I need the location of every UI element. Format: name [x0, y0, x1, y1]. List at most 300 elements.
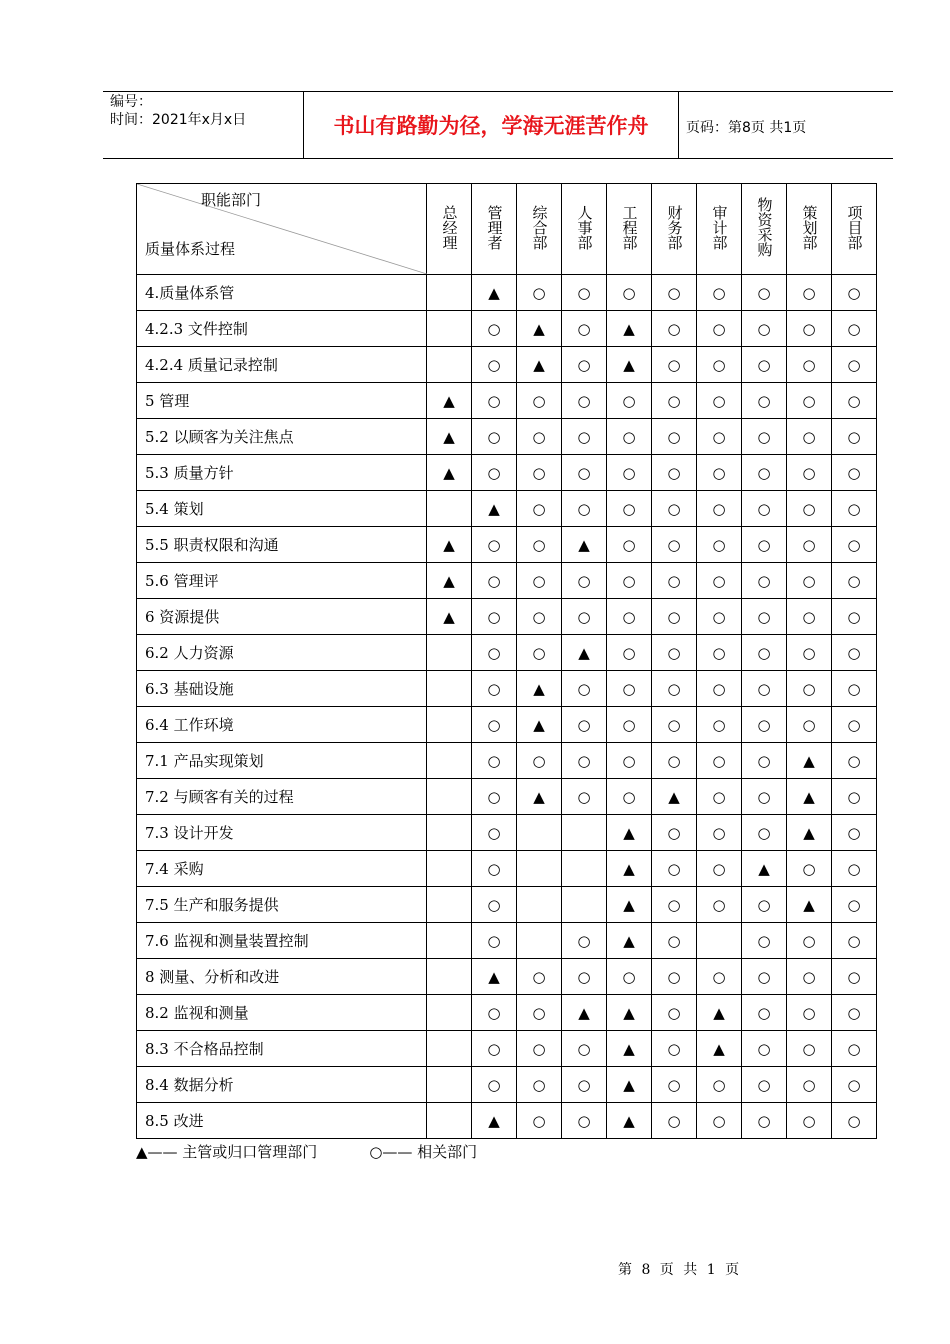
- dept-label: 管理者: [485, 204, 504, 250]
- responsibility-mark: ○: [742, 743, 787, 779]
- responsibility-mark: ▲: [652, 779, 697, 815]
- responsibility-mark: ○: [562, 455, 607, 491]
- responsibility-mark: ○: [697, 815, 742, 851]
- responsibility-mark: ▲: [562, 527, 607, 563]
- process-name: 6.3 基础设施: [137, 671, 427, 707]
- responsibility-mark: ○: [472, 1031, 517, 1067]
- responsibility-mark: ▲: [697, 995, 742, 1031]
- responsibility-mark: ○: [697, 671, 742, 707]
- responsibility-mark: ○: [832, 923, 877, 959]
- process-name: 8.5 改进: [137, 1103, 427, 1139]
- responsibility-mark: ○: [787, 275, 832, 311]
- responsibility-mark: ○: [697, 1103, 742, 1139]
- responsibility-mark: ○: [787, 347, 832, 383]
- matrix-row: [137, 887, 877, 923]
- responsibility-mark: ○: [652, 707, 697, 743]
- responsibility-mark: ○: [742, 599, 787, 635]
- responsibility-mark: ○: [472, 383, 517, 419]
- process-name: 7.1 产品实现策划: [137, 743, 427, 779]
- responsibility-mark: ○: [787, 311, 832, 347]
- process-name: 8.4 数据分析: [137, 1067, 427, 1103]
- responsibility-mark: ○: [742, 311, 787, 347]
- responsibility-mark: ○: [697, 347, 742, 383]
- responsibility-mark: ○: [742, 779, 787, 815]
- matrix-row: [137, 671, 877, 707]
- process-name: 6.2 人力资源: [137, 635, 427, 671]
- process-name: 5.2 以顾客为关注焦点: [137, 419, 427, 455]
- responsibility-mark: ▲: [472, 959, 517, 995]
- responsibility-mark: [427, 851, 472, 887]
- responsibility-mark: ○: [697, 851, 742, 887]
- responsibility-mark: ○: [607, 779, 652, 815]
- responsibility-mark: ○: [742, 455, 787, 491]
- process-name: 5.4 策划: [137, 491, 427, 527]
- responsibility-mark: ○: [832, 1067, 877, 1103]
- header-info: [110, 93, 246, 129]
- matrix-row: [137, 311, 877, 347]
- responsibility-mark: ○: [517, 1103, 562, 1139]
- legend-primary: ▲—— 主管或归口管理部门: [136, 1143, 318, 1161]
- responsibility-mark: ○: [517, 1031, 562, 1067]
- responsibility-mark: ○: [832, 1031, 877, 1067]
- process-name: 8.2 监视和测量: [137, 995, 427, 1031]
- responsibility-mark: ○: [742, 995, 787, 1031]
- dept-label: 工程部: [620, 204, 639, 250]
- corner-label-departments: 职能部门: [201, 191, 262, 209]
- matrix-row: [137, 851, 877, 887]
- dept-label: 财务部: [665, 204, 684, 250]
- matrix-row: [137, 527, 877, 563]
- responsibility-mark: ○: [742, 959, 787, 995]
- matrix-row: [137, 707, 877, 743]
- responsibility-mark: ○: [832, 995, 877, 1031]
- responsibility-mark: ○: [832, 959, 877, 995]
- responsibility-mark: [517, 887, 562, 923]
- responsibility-mark: [427, 743, 472, 779]
- responsibility-mark: ○: [472, 563, 517, 599]
- dept-header: [742, 184, 787, 275]
- responsibility-mark: ○: [562, 563, 607, 599]
- responsibility-mark: ○: [607, 563, 652, 599]
- process-name: 4.质量体系管: [137, 275, 427, 311]
- responsibility-mark: ○: [562, 959, 607, 995]
- responsibility-mark: ○: [697, 491, 742, 527]
- responsibility-mark: [427, 491, 472, 527]
- dept-header: [517, 184, 562, 275]
- responsibility-mark: ○: [652, 959, 697, 995]
- responsibility-mark: [517, 815, 562, 851]
- responsibility-mark: ○: [787, 563, 832, 599]
- responsibility-mark: ○: [787, 599, 832, 635]
- responsibility-mark: ▲: [517, 347, 562, 383]
- matrix-row: [137, 599, 877, 635]
- responsibility-mark: ○: [697, 887, 742, 923]
- responsibility-mark: ○: [562, 779, 607, 815]
- responsibility-mark: [427, 311, 472, 347]
- dept-label: 总经理: [440, 204, 459, 250]
- matrix-row: [137, 995, 877, 1031]
- responsibility-mark: ○: [787, 923, 832, 959]
- responsibility-mark: ○: [472, 779, 517, 815]
- responsibility-mark: ○: [832, 887, 877, 923]
- matrix-row: [137, 275, 877, 311]
- footer-page-number: 第 8 页 共 1 页: [618, 1262, 740, 1278]
- header-divider-right: [678, 91, 679, 158]
- responsibility-mark: [427, 959, 472, 995]
- responsibility-mark: ○: [562, 923, 607, 959]
- responsibility-mark: [427, 671, 472, 707]
- responsibility-mark: ▲: [517, 311, 562, 347]
- responsibility-mark: ○: [472, 419, 517, 455]
- responsibility-mark: ○: [652, 419, 697, 455]
- responsibility-mark: ○: [787, 1067, 832, 1103]
- responsibility-mark: [427, 635, 472, 671]
- dept-header: [697, 184, 742, 275]
- responsibility-mark: ○: [697, 635, 742, 671]
- responsibility-mark: ○: [832, 383, 877, 419]
- responsibility-mark: ▲: [427, 383, 472, 419]
- responsibility-mark: ▲: [517, 779, 562, 815]
- responsibility-mark: ○: [742, 383, 787, 419]
- responsibility-mark: ○: [472, 347, 517, 383]
- responsibility-mark: ○: [652, 275, 697, 311]
- dept-header: [427, 184, 472, 275]
- process-name: 7.5 生产和服务提供: [137, 887, 427, 923]
- responsibility-mark: ○: [787, 1103, 832, 1139]
- responsibility-mark: [427, 995, 472, 1031]
- matrix-row: [137, 779, 877, 815]
- responsibility-mark: ○: [742, 1103, 787, 1139]
- dept-header: [607, 184, 652, 275]
- dept-header: [472, 184, 517, 275]
- responsibility-mark: ○: [472, 635, 517, 671]
- responsibility-mark: ○: [742, 635, 787, 671]
- process-name: 8.3 不合格品控制: [137, 1031, 427, 1067]
- responsibility-mark: ▲: [607, 1067, 652, 1103]
- responsibility-mark: ○: [652, 311, 697, 347]
- responsibility-mark: ○: [742, 563, 787, 599]
- process-name: 8 测量、分析和改进: [137, 959, 427, 995]
- responsibility-mark: ▲: [427, 563, 472, 599]
- document-date: 时间：2021年x月x日: [110, 112, 247, 128]
- responsibility-mark: ○: [517, 275, 562, 311]
- responsibility-mark: [517, 851, 562, 887]
- responsibility-mark: ▲: [427, 419, 472, 455]
- responsibility-mark: ○: [517, 419, 562, 455]
- responsibility-mark: ○: [742, 1031, 787, 1067]
- responsibility-mark: [427, 779, 472, 815]
- responsibility-mark: ○: [787, 635, 832, 671]
- responsibility-mark: ▲: [697, 1031, 742, 1067]
- process-name: 7.6 监视和测量装置控制: [137, 923, 427, 959]
- responsibility-mark: ▲: [607, 1103, 652, 1139]
- responsibility-mark: ○: [607, 743, 652, 779]
- responsibility-mark: ▲: [787, 815, 832, 851]
- responsibility-mark: ○: [832, 779, 877, 815]
- responsibility-mark: ○: [652, 599, 697, 635]
- responsibility-mark: [427, 1103, 472, 1139]
- process-name: 5.5 职责权限和沟通: [137, 527, 427, 563]
- responsibility-mark: ○: [517, 563, 562, 599]
- matrix-row: [137, 1103, 877, 1139]
- responsibility-mark: ○: [472, 815, 517, 851]
- matrix-row: [137, 455, 877, 491]
- responsibility-mark: ○: [652, 563, 697, 599]
- responsibility-mark: ○: [787, 383, 832, 419]
- responsibility-mark: ○: [607, 707, 652, 743]
- responsibility-mark: ○: [787, 455, 832, 491]
- responsibility-mark: ○: [517, 527, 562, 563]
- responsibility-mark: ○: [562, 347, 607, 383]
- legend-related: ○—— 相关部门: [369, 1143, 478, 1161]
- responsibility-mark: ○: [652, 851, 697, 887]
- responsibility-mark: ○: [562, 419, 607, 455]
- responsibility-mark: ▲: [472, 491, 517, 527]
- responsibility-mark: ○: [832, 527, 877, 563]
- matrix-body: [137, 275, 877, 1139]
- responsibility-mark: ○: [697, 275, 742, 311]
- responsibility-mark: ○: [472, 743, 517, 779]
- responsibility-mark: ○: [697, 311, 742, 347]
- responsibility-mark: [562, 887, 607, 923]
- process-name: 7.3 设计开发: [137, 815, 427, 851]
- responsibility-mark: [562, 815, 607, 851]
- responsibility-mark: ○: [697, 383, 742, 419]
- process-name: 5.6 管理评: [137, 563, 427, 599]
- responsibility-mark: ○: [562, 311, 607, 347]
- responsibility-mark: ○: [832, 707, 877, 743]
- responsibility-mark: ○: [472, 851, 517, 887]
- responsibility-mark: ○: [652, 347, 697, 383]
- responsibility-mark: ○: [832, 491, 877, 527]
- matrix-row: [137, 743, 877, 779]
- responsibility-mark: ▲: [607, 887, 652, 923]
- responsibility-mark: ○: [517, 1067, 562, 1103]
- responsibility-mark: ○: [562, 707, 607, 743]
- responsibility-mark: ▲: [607, 347, 652, 383]
- responsibility-mark: ○: [742, 1067, 787, 1103]
- responsibility-mark: ○: [562, 671, 607, 707]
- responsibility-mark: ▲: [607, 1031, 652, 1067]
- responsibility-mark: ○: [652, 527, 697, 563]
- responsibility-mark: ○: [832, 851, 877, 887]
- responsibility-mark: ○: [742, 275, 787, 311]
- responsibility-mark: ○: [787, 671, 832, 707]
- responsibility-mark: [427, 707, 472, 743]
- responsibility-mark: ○: [832, 419, 877, 455]
- responsibility-mark: [562, 851, 607, 887]
- responsibility-mark: ▲: [742, 851, 787, 887]
- responsibility-mark: ○: [697, 599, 742, 635]
- responsibility-mark: [517, 923, 562, 959]
- responsibility-mark: ○: [652, 671, 697, 707]
- responsibility-mark: [427, 887, 472, 923]
- responsibility-mark: ○: [607, 599, 652, 635]
- responsibility-mark: ○: [787, 1031, 832, 1067]
- responsibility-mark: ○: [697, 959, 742, 995]
- responsibility-mark: ○: [697, 455, 742, 491]
- responsibility-mark: ○: [787, 707, 832, 743]
- responsibility-mark: ▲: [472, 1103, 517, 1139]
- responsibility-mark: ○: [742, 707, 787, 743]
- header-page-number: 页码：第8页 共1页: [686, 120, 807, 136]
- matrix-row: [137, 563, 877, 599]
- responsibility-mark: ○: [832, 563, 877, 599]
- responsibility-mark: ▲: [562, 635, 607, 671]
- responsibility-mark: ○: [652, 887, 697, 923]
- process-name: 4.2.3 文件控制: [137, 311, 427, 347]
- responsibility-mark: ○: [652, 455, 697, 491]
- dept-header: [652, 184, 697, 275]
- responsibility-mark: ○: [562, 1067, 607, 1103]
- responsibility-mark: ▲: [787, 887, 832, 923]
- responsibility-mark: ○: [697, 563, 742, 599]
- responsibility-mark: ○: [697, 1067, 742, 1103]
- process-name: 4.2.4 质量记录控制: [137, 347, 427, 383]
- responsibility-mark: ○: [562, 383, 607, 419]
- responsibility-mark: [697, 923, 742, 959]
- process-name: 5 管理: [137, 383, 427, 419]
- matrix-row: [137, 1067, 877, 1103]
- responsibility-mark: ▲: [427, 527, 472, 563]
- responsibility-mark: ○: [832, 743, 877, 779]
- process-name: 7.2 与顾客有关的过程: [137, 779, 427, 815]
- dept-label: 项目部: [845, 204, 864, 250]
- responsibility-mark: ○: [517, 743, 562, 779]
- responsibility-mark: [427, 275, 472, 311]
- responsibility-mark: ○: [472, 455, 517, 491]
- dept-label: 综合部: [530, 204, 549, 250]
- process-name: 6.4 工作环境: [137, 707, 427, 743]
- responsibility-mark: ○: [472, 707, 517, 743]
- responsibility-mark: ○: [562, 1103, 607, 1139]
- responsibility-mark: ○: [832, 455, 877, 491]
- responsibility-mark: ○: [697, 779, 742, 815]
- responsibility-mark: ○: [607, 275, 652, 311]
- dept-label: 审计部: [710, 204, 729, 250]
- responsibility-mark: ○: [652, 1067, 697, 1103]
- responsibility-mark: ○: [742, 815, 787, 851]
- responsibility-matrix: [136, 183, 877, 1139]
- responsibility-mark: ▲: [607, 851, 652, 887]
- responsibility-mark: ○: [787, 527, 832, 563]
- corner-label-processes: 质量体系过程: [145, 240, 236, 258]
- responsibility-mark: ○: [652, 923, 697, 959]
- responsibility-mark: ○: [652, 995, 697, 1031]
- responsibility-mark: ○: [472, 599, 517, 635]
- matrix-row: [137, 815, 877, 851]
- responsibility-mark: ○: [652, 383, 697, 419]
- process-name: 6 资源提供: [137, 599, 427, 635]
- responsibility-mark: ▲: [607, 923, 652, 959]
- responsibility-mark: ○: [652, 815, 697, 851]
- matrix-row: [137, 635, 877, 671]
- document-number-label: 编号：: [110, 94, 152, 110]
- responsibility-mark: ○: [787, 419, 832, 455]
- responsibility-mark: ○: [742, 347, 787, 383]
- responsibility-mark: ○: [697, 419, 742, 455]
- header-bottom-rule: [103, 158, 893, 159]
- responsibility-mark: ○: [517, 635, 562, 671]
- matrix-row: [137, 419, 877, 455]
- responsibility-mark: ○: [787, 491, 832, 527]
- responsibility-mark: ▲: [787, 743, 832, 779]
- responsibility-mark: [427, 923, 472, 959]
- matrix-row: [137, 959, 877, 995]
- responsibility-mark: ○: [742, 923, 787, 959]
- matrix-header-row: [137, 184, 877, 275]
- matrix-corner-cell: [137, 184, 427, 275]
- responsibility-mark: ○: [652, 743, 697, 779]
- responsibility-mark: ○: [697, 743, 742, 779]
- responsibility-mark: ○: [787, 959, 832, 995]
- matrix-row: [137, 491, 877, 527]
- dept-label: 策划部: [800, 204, 819, 250]
- responsibility-mark: ○: [832, 275, 877, 311]
- responsibility-mark: ○: [832, 347, 877, 383]
- dept-header: [832, 184, 877, 275]
- responsibility-mark: ○: [472, 1067, 517, 1103]
- process-name: 5.3 质量方针: [137, 455, 427, 491]
- responsibility-mark: ▲: [427, 599, 472, 635]
- responsibility-mark: ○: [652, 1103, 697, 1139]
- responsibility-mark: ○: [742, 671, 787, 707]
- responsibility-mark: ○: [517, 383, 562, 419]
- matrix-row: [137, 1031, 877, 1067]
- responsibility-mark: ○: [562, 599, 607, 635]
- responsibility-mark: ○: [517, 995, 562, 1031]
- responsibility-mark: ○: [697, 707, 742, 743]
- responsibility-mark: ▲: [517, 671, 562, 707]
- responsibility-mark: ▲: [607, 311, 652, 347]
- matrix-legend: [136, 1141, 477, 1162]
- responsibility-mark: ○: [607, 455, 652, 491]
- responsibility-mark: ○: [562, 275, 607, 311]
- responsibility-mark: ○: [472, 887, 517, 923]
- responsibility-mark: ○: [742, 887, 787, 923]
- matrix-row: [137, 347, 877, 383]
- responsibility-mark: ○: [607, 419, 652, 455]
- responsibility-mark: ○: [742, 491, 787, 527]
- responsibility-mark: ▲: [607, 815, 652, 851]
- process-name: 7.4 采购: [137, 851, 427, 887]
- responsibility-mark: ○: [832, 599, 877, 635]
- responsibility-mark: [427, 815, 472, 851]
- dept-label: 物资采购: [755, 197, 774, 257]
- responsibility-mark: [427, 1067, 472, 1103]
- responsibility-mark: ○: [562, 1031, 607, 1067]
- responsibility-mark: ○: [607, 383, 652, 419]
- responsibility-mark: ○: [832, 671, 877, 707]
- responsibility-mark: ○: [652, 491, 697, 527]
- corner-diagonal-line: [137, 184, 427, 274]
- responsibility-mark: ○: [787, 995, 832, 1031]
- responsibility-mark: ○: [607, 635, 652, 671]
- responsibility-mark: ○: [472, 671, 517, 707]
- matrix-row: [137, 383, 877, 419]
- responsibility-mark: ○: [562, 743, 607, 779]
- dept-header: [787, 184, 832, 275]
- header-motto: 书山有路勤为径，学海无涯苦作舟: [333, 114, 649, 138]
- dept-header: [562, 184, 607, 275]
- responsibility-mark: ○: [562, 491, 607, 527]
- dept-label: 人事部: [575, 204, 594, 250]
- responsibility-mark: ○: [517, 599, 562, 635]
- responsibility-mark: ▲: [787, 779, 832, 815]
- responsibility-mark: ▲: [472, 275, 517, 311]
- responsibility-mark: ○: [517, 959, 562, 995]
- responsibility-mark: ○: [652, 635, 697, 671]
